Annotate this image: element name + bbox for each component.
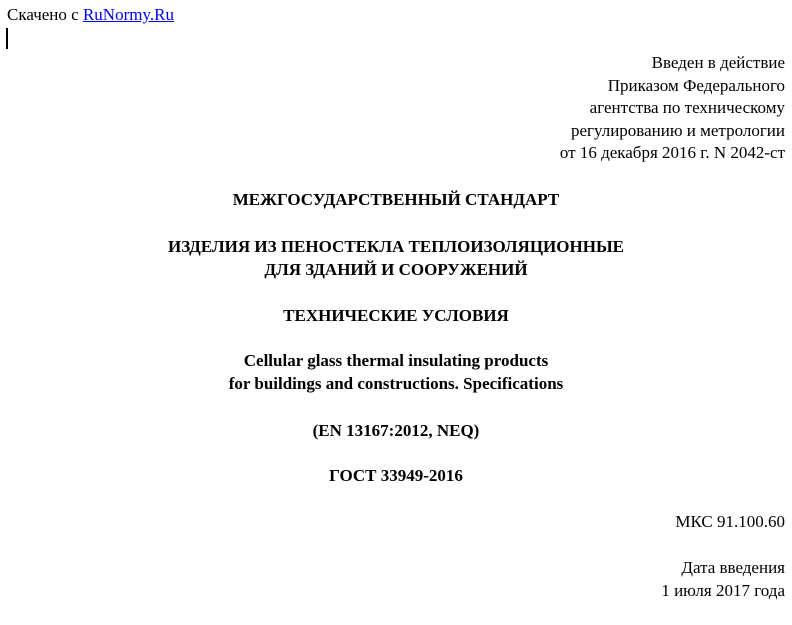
- english-title-line: for buildings and constructions. Specifications: [228, 374, 564, 393]
- title-line: ДЛЯ ЗДАНИЙ И СООРУЖЕНИЙ: [264, 260, 528, 279]
- enactment-line: Введен в действие: [651, 53, 785, 72]
- equivalence-note: [0, 419, 792, 442]
- standard-designation: [0, 464, 792, 487]
- enactment-block: [560, 52, 785, 165]
- introduction-date-block: [661, 556, 785, 602]
- title-line: ИЗДЕЛИЯ ИЗ ПЕНОСТЕКЛА ТЕПЛОИЗОЛЯЦИОННЫЕ: [168, 237, 624, 256]
- source-link[interactable]: RuNormy.Ru: [82, 5, 174, 24]
- source-prefix: Скачено с: [7, 5, 79, 24]
- subtitle-text: ТЕХНИЧЕСКИЕ УСЛОВИЯ: [283, 306, 509, 325]
- enactment-line: от 16 декабря 2016 г. N 2042-ст: [559, 143, 785, 163]
- english-title-line: Cellular glass thermal insulating products: [243, 351, 549, 370]
- enactment-line: Приказом Федерального: [607, 75, 785, 95]
- english-title: [0, 349, 792, 395]
- enactment-line: агентства по техническому: [589, 98, 785, 118]
- classification-code: [675, 510, 785, 533]
- enactment-line: регулированию и метрологии: [570, 120, 785, 140]
- document-title: [0, 235, 792, 281]
- standard-type-heading: [0, 188, 792, 211]
- mks-code: МКС 91.100.60: [675, 512, 785, 531]
- introduction-date-label: Дата введения: [681, 558, 785, 577]
- standard-type: МЕЖГОСУДАРСТВЕННЫЙ СТАНДАРТ: [232, 190, 560, 209]
- introduction-date-value: 1 июля 2017 года: [661, 581, 785, 600]
- document-subtitle: [0, 304, 792, 327]
- designation-text: ГОСТ 33949-2016: [329, 466, 463, 485]
- equivalence-text: (EN 13167:2012, NEQ): [312, 421, 480, 440]
- source-line: [7, 5, 174, 25]
- text-cursor: [6, 28, 8, 49]
